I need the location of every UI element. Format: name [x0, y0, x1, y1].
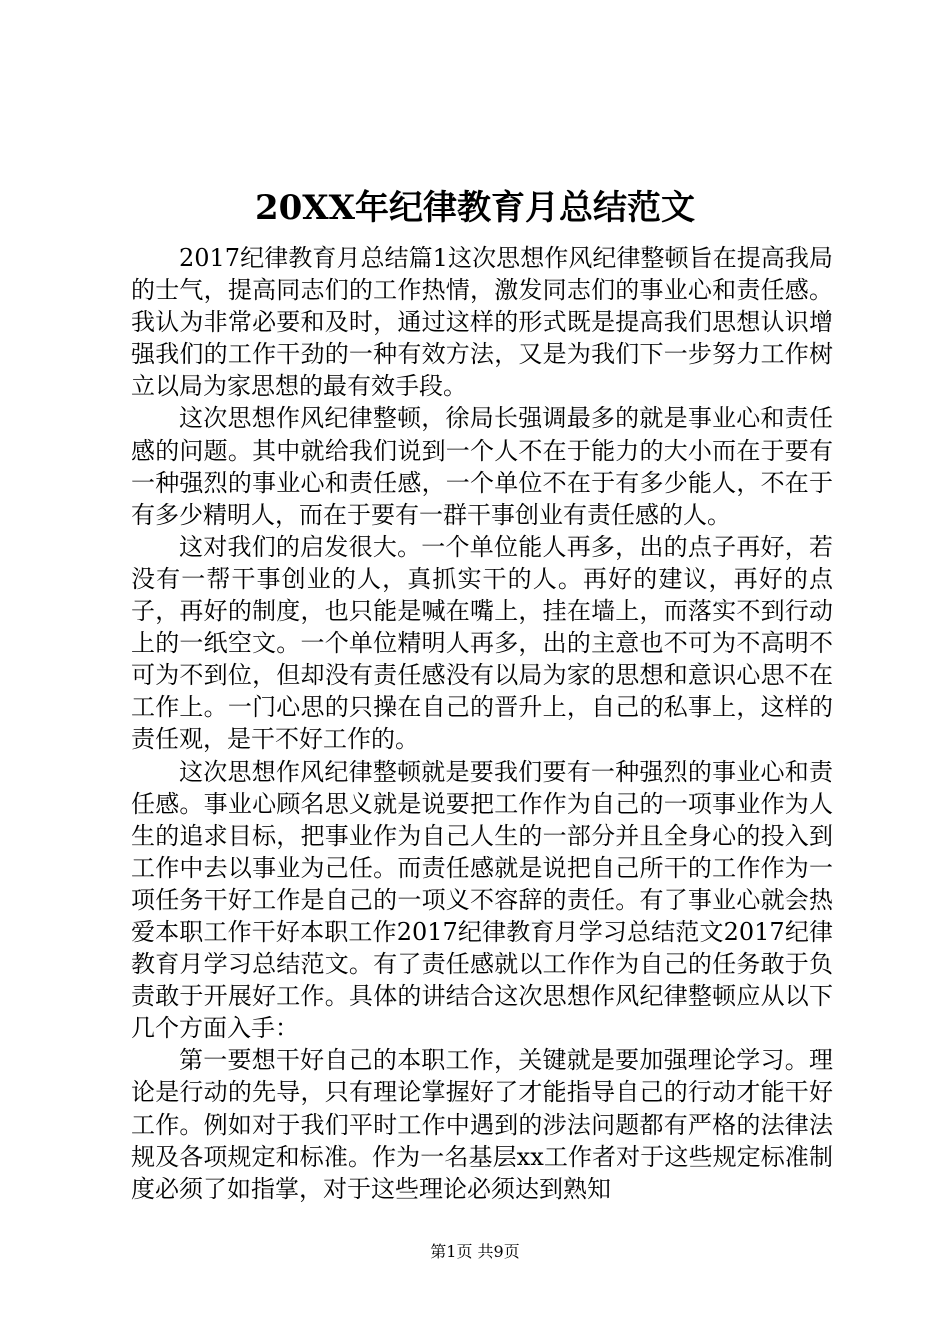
paragraph-3: 这对我们的启发很大。一个单位能人再多，出的点子再好，若没有一帮干事创业的人，真抓实干的人。再好的建议，再好的点子，再好的制度，也只能是喊在嘴上，挂在墙上，而落实不到行动上的一纸空文。一个单位精明人再多，出的主意也不可为不高明不可为不到位，但却没有责任感没有以局为家的思想和意识心思不在工作上。一门心思的只操在自己的晋升上，自己的私事上，这样的责任观，是干不好工作的。: [131, 532, 833, 754]
paragraph-5: 第一要想干好自己的本职工作，关键就是要加强理论学习。理论是行动的先导，只有理论掌握好了才能指导自己的行动才能干好工作。例如对于我们平时工作中遇到的涉法问题都有严格的法律法规及各项规定和标准。作为一名基层xx工作者对于这些规定标准制度必须了如指掌，对于这些理论必须达到熟知: [131, 1046, 833, 1203]
page-footer: 第1页 共9页: [430, 1242, 520, 1261]
document-title: 20XX年纪律教育月总结范文: [254, 188, 696, 228]
paragraph-2: 这次思想作风纪律整顿，徐局长强调最多的就是事业心和责任感的问题。其中就给我们说到一个人不在于能力的大小而在于要有一种强烈的事业心和责任感，一个单位不在于有多少能人，不在于有多少精明人，而在于要有一群干事创业有责任感的人。: [131, 404, 833, 529]
document-body: [131, 242, 833, 1205]
paragraph-4: 这次思想作风纪律整顿就是要我们要有一种强烈的事业心和责任感。事业心顾名思义就是说要把工作作为自己的一项事业作为人生的追求目标，把事业作为自己人生的一部分并且全身心的投入到工作中去以事业为己任。而责任感就是说把自己所干的工作作为一项任务干好工作是自己的一项义不容辞的责任。有了事业心就会热爱本职工作干好本职工作2017纪律教育月学习总结范文2017纪律教育月学习总结范文。有了责任感就以工作作为自己的任务敢于负责敢于开展好工作。具体的讲结合这次思想作风纪律整顿应从以下几个方面入手：: [131, 757, 833, 1043]
paragraph-1: 2017纪律教育月总结篇1这次思想作风纪律整顿旨在提高我局的士气，提高同志们的工作热情，激发同志们的事业心和责任感。我认为非常必要和及时，通过这样的形式既是提高我们思想认识增强我们的工作干劲的一种有效方法，又是为我们下一步努力工作树立以局为家思想的最有效手段。: [131, 244, 833, 401]
